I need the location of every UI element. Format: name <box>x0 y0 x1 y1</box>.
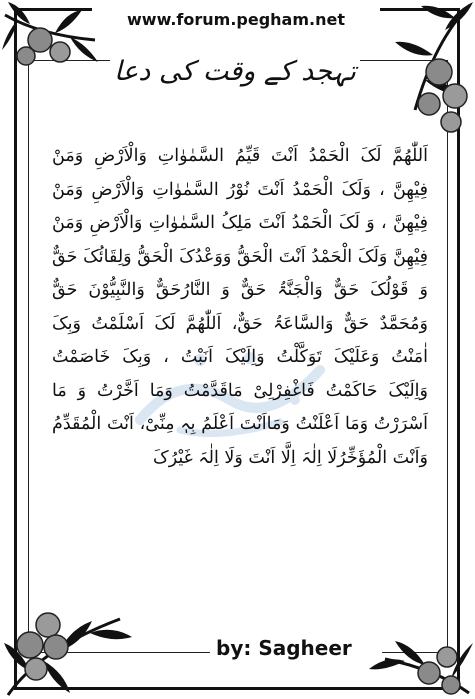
dua-text: اَللّٰھُمَّ لَکَ الْحَمْدُ اَنْتَ قَیِّمُ السَّمٰوٰاتِ وَالْاَرْضِ وَمَنْ فِیْھِنَّ ، وَلَکَ الْحَمْدُ اَنْتَ نُوْرُ السَّمٰوٰاتِ وَالْاَرْضِ وَمَنْ فِیْھِنَّ ، وَ لَکَ الْحَمْدُ اَنْتَ مَلِکُ السَّمٰوٰاتِ وَالْاَرْضِ وَمَنْ فِیْھِنَّ وَلَکَ الْحَمْدُ اَنْتَ الْحَقُّ وَوَعْدُکَ الْحَقُّ وَلِقَائُکَ حَقٌّ وَ قَوْلُکَ حَقٌّ وَالْجَنَّۃُ حَقٌّ وَ النَّارُحَقٌّ وَالنَّبِیُّوْنَ حَقٌّ وَمُحَمَّدٌ حَقٌّ وَالسَّاعَۃُ حَقٌّ، اَللّٰھُمَّ لَکَ اَسْلَمْتُ وَبِکَ اٰمَنْتُ وَعَلَیْکَ تَوَکَّلْتُ وَاِلَیْکَ اَنَبْتُ ، وَبِکَ خَاصَمْتُ وَاِلَیْکَ حَاکَمْتُ فَاغْفِرْلِیْ مَاقَدَّمْتُ وَمَا اَخَّرْتُ وَ مَا اَسْرَرْتُ وَمَا اَعْلَنْتُ وَمَااَنْتَ اَعْلَمُ بِہٖ مِنِّیْ، اَنْتَ الْمُقَدِّمُ وَاَنْتَ الْمُؤَخِّرُلَا اِلٰہَ اِلَّا اَنْتَ وَلَا اِلٰہَ غَیْرُکَ <box>52 146 428 468</box>
author-credit: by: Sagheer <box>210 636 382 660</box>
bottom-left-berry-ornament-icon <box>0 559 140 699</box>
site-url: www.forum.pegham.net <box>92 8 380 31</box>
page-title: تہجد کے وقت کی دعا <box>110 50 360 94</box>
